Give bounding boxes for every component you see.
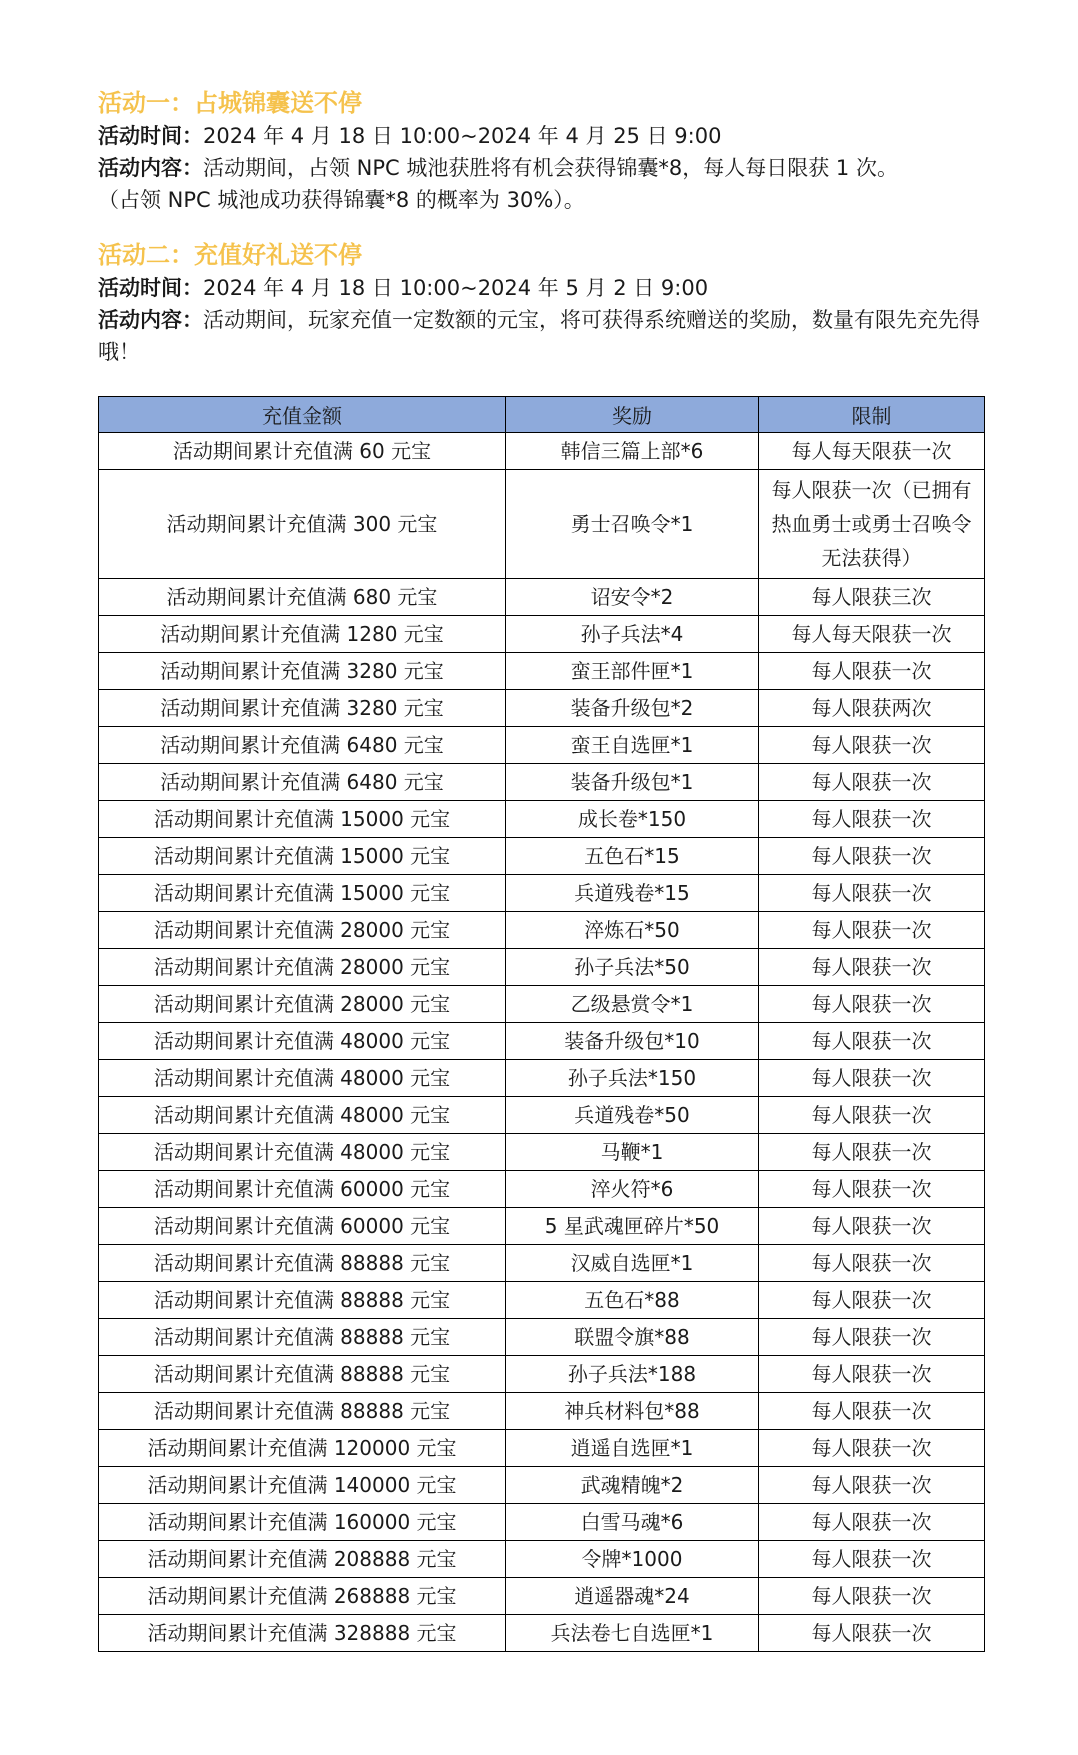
cell-limit: 每人限获一次 [759,801,985,838]
cell-limit: 每人限获一次 [759,1504,985,1541]
table-row [99,1393,985,1430]
cell-amount: 活动期间累计充值满 28000 元宝 [99,986,506,1023]
table-row [99,1319,985,1356]
cell-limit: 每人限获一次（已拥有热血勇士或勇士召唤令无法获得） [759,470,985,579]
cell-limit: 每人每天限获一次 [759,433,985,470]
table-row [99,1282,985,1319]
cell-limit: 每人限获一次 [759,1282,985,1319]
table-row [99,470,985,579]
cell-limit: 每人限获一次 [759,1134,985,1171]
cell-limit: 每人限获一次 [759,653,985,690]
table-header-row [99,397,985,433]
table-row [99,875,985,912]
cell-reward: 武魂精魄*2 [506,1467,759,1504]
cell-reward: 淬炼石*50 [506,912,759,949]
cell-amount: 活动期间累计充值满 48000 元宝 [99,1060,506,1097]
activity1-content-value: 活动期间，占领 NPC 城池获胜将有机会获得锦囊*8，每人每日限获 1 次。 [203,156,898,180]
table-row [99,764,985,801]
cell-limit: 每人限获一次 [759,1541,985,1578]
cell-amount: 活动期间累计充值满 48000 元宝 [99,1097,506,1134]
cell-amount: 活动期间累计充值满 15000 元宝 [99,875,506,912]
cell-limit: 每人限获一次 [759,764,985,801]
table-row [99,1578,985,1615]
cell-amount: 活动期间累计充值满 88888 元宝 [99,1356,506,1393]
cell-limit: 每人限获一次 [759,1356,985,1393]
activity2-time [98,272,998,304]
cell-limit: 每人限获一次 [759,1171,985,1208]
cell-reward: 令牌*1000 [506,1541,759,1578]
cell-reward: 蛮王部件匣*1 [506,653,759,690]
cell-amount: 活动期间累计充值满 1280 元宝 [99,616,506,653]
cell-reward: 诏安令*2 [506,579,759,616]
cell-reward: 勇士召唤令*1 [506,470,759,579]
cell-reward: 成长卷*150 [506,801,759,838]
cell-amount: 活动期间累计充值满 140000 元宝 [99,1467,506,1504]
cell-limit: 每人限获一次 [759,1467,985,1504]
cell-reward: 五色石*88 [506,1282,759,1319]
cell-limit: 每人限获一次 [759,1208,985,1245]
table-row [99,1171,985,1208]
cell-amount: 活动期间累计充值满 60000 元宝 [99,1171,506,1208]
cell-limit: 每人限获一次 [759,986,985,1023]
cell-amount: 活动期间累计充值满 300 元宝 [99,470,506,579]
cell-reward: 神兵材料包*88 [506,1393,759,1430]
table-row [99,1097,985,1134]
table-row [99,986,985,1023]
table-row [99,1023,985,1060]
cell-limit: 每人限获一次 [759,1319,985,1356]
cell-reward: 白雪马魂*6 [506,1504,759,1541]
cell-reward: 孙子兵法*50 [506,949,759,986]
cell-reward: 孙子兵法*150 [506,1060,759,1097]
cell-amount: 活动期间累计充值满 88888 元宝 [99,1245,506,1282]
table-row [99,1208,985,1245]
cell-reward: 兵道残卷*15 [506,875,759,912]
table-row [99,1467,985,1504]
header-limit: 限制 [759,397,985,433]
activity1-time-label: 活动时间： [98,124,203,148]
cell-limit: 每人限获三次 [759,579,985,616]
table-row [99,1060,985,1097]
cell-limit: 每人限获一次 [759,1060,985,1097]
cell-amount: 活动期间累计充值满 680 元宝 [99,579,506,616]
cell-reward: 汉威自选匣*1 [506,1245,759,1282]
cell-limit: 每人限获一次 [759,727,985,764]
table-row [99,616,985,653]
cell-limit: 每人限获一次 [759,1245,985,1282]
cell-reward: 兵法卷七自选匣*1 [506,1615,759,1652]
table-row [99,801,985,838]
table-row [99,1430,985,1467]
cell-amount: 活动期间累计充值满 88888 元宝 [99,1319,506,1356]
cell-reward: 装备升级包*2 [506,690,759,727]
cell-reward: 装备升级包*1 [506,764,759,801]
table-row [99,653,985,690]
table-row [99,949,985,986]
cell-limit: 每人每天限获一次 [759,616,985,653]
activity2-time-label: 活动时间： [98,276,203,300]
activity1-time [98,120,998,152]
table-row [99,1615,985,1652]
cell-amount: 活动期间累计充值满 48000 元宝 [99,1023,506,1060]
table-row [99,1356,985,1393]
cell-amount: 活动期间累计充值满 328888 元宝 [99,1615,506,1652]
cell-amount: 活动期间累计充值满 48000 元宝 [99,1134,506,1171]
cell-limit: 每人限获一次 [759,838,985,875]
cell-reward: 孙子兵法*4 [506,616,759,653]
cell-amount: 活动期间累计充值满 6480 元宝 [99,764,506,801]
reward-table [98,396,985,1652]
cell-limit: 每人限获一次 [759,949,985,986]
cell-amount: 活动期间累计充值满 15000 元宝 [99,838,506,875]
header-reward: 奖励 [506,397,759,433]
cell-amount: 活动期间累计充值满 60 元宝 [99,433,506,470]
cell-limit: 每人限获一次 [759,875,985,912]
cell-reward: 马鞭*1 [506,1134,759,1171]
activity2-content [98,304,998,368]
cell-limit: 每人限获两次 [759,690,985,727]
table-row [99,1245,985,1282]
cell-limit: 每人限获一次 [759,1615,985,1652]
activity1-content-label: 活动内容： [98,156,203,180]
cell-reward: 淬火符*6 [506,1171,759,1208]
cell-reward: 逍遥自选匣*1 [506,1430,759,1467]
cell-amount: 活动期间累计充值满 160000 元宝 [99,1504,506,1541]
cell-reward: 乙级悬赏令*1 [506,986,759,1023]
activity2-title: 活动二：充值好礼送不停 [98,241,362,269]
table-row [99,579,985,616]
cell-reward: 兵道残卷*50 [506,1097,759,1134]
activity2-content-value: 活动期间，玩家充值一定数额的元宝，将可获得系统赠送的奖励，数量有限先充先得哦！ [98,308,980,364]
cell-amount: 活动期间累计充值满 88888 元宝 [99,1393,506,1430]
table-row [99,433,985,470]
cell-amount: 活动期间累计充值满 268888 元宝 [99,1578,506,1615]
cell-amount: 活动期间累计充值满 3280 元宝 [99,653,506,690]
cell-amount: 活动期间累计充值满 6480 元宝 [99,727,506,764]
table-row [99,1541,985,1578]
cell-reward: 联盟令旗*88 [506,1319,759,1356]
cell-reward: 5 星武魂匣碎片*50 [506,1208,759,1245]
activity1-time-value: 2024 年 4 月 18 日 10:00~2024 年 4 月 25 日 9:00 [203,124,722,148]
table-row [99,1504,985,1541]
cell-amount: 活动期间累计充值满 15000 元宝 [99,801,506,838]
cell-amount: 活动期间累计充值满 28000 元宝 [99,949,506,986]
activity1-content-note: （占领 NPC 城池成功获得锦囊*8 的概率为 30%）。 [98,188,585,212]
cell-reward: 韩信三篇上部*6 [506,433,759,470]
reward-table-body [99,433,985,1652]
cell-amount: 活动期间累计充值满 120000 元宝 [99,1430,506,1467]
table-row [99,690,985,727]
cell-limit: 每人限获一次 [759,1023,985,1060]
cell-limit: 每人限获一次 [759,912,985,949]
cell-limit: 每人限获一次 [759,1430,985,1467]
table-row [99,727,985,764]
cell-amount: 活动期间累计充值满 60000 元宝 [99,1208,506,1245]
activity1-content [98,152,998,184]
activity2-time-value: 2024 年 4 月 18 日 10:00~2024 年 5 月 2 日 9:00 [203,276,709,300]
activity2-content-label: 活动内容： [98,308,203,332]
cell-amount: 活动期间累计充值满 28000 元宝 [99,912,506,949]
table-row [99,1134,985,1171]
activity1-title: 活动一：占城锦囊送不停 [98,89,362,117]
table-row [99,912,985,949]
table-row [99,838,985,875]
cell-amount: 活动期间累计充值满 88888 元宝 [99,1282,506,1319]
header-amount: 充值金额 [99,397,506,433]
cell-reward: 孙子兵法*188 [506,1356,759,1393]
cell-reward: 五色石*15 [506,838,759,875]
cell-limit: 每人限获一次 [759,1393,985,1430]
cell-amount: 活动期间累计充值满 3280 元宝 [99,690,506,727]
cell-amount: 活动期间累计充值满 208888 元宝 [99,1541,506,1578]
cell-reward: 逍遥器魂*24 [506,1578,759,1615]
cell-limit: 每人限获一次 [759,1097,985,1134]
cell-reward: 蛮王自选匣*1 [506,727,759,764]
cell-reward: 装备升级包*10 [506,1023,759,1060]
cell-limit: 每人限获一次 [759,1578,985,1615]
